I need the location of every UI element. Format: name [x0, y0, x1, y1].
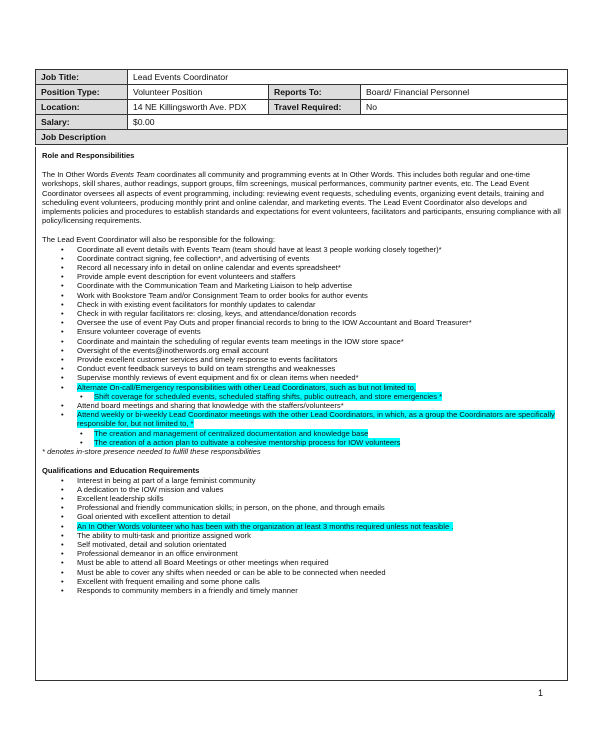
responsibility-item: • Check in with existing event facilitators for monthly updates to calendar: [42, 300, 562, 309]
travel-required-value: No: [361, 100, 568, 115]
responsibility-item: • Record all necessary info in detail on online calendar and events spreadsheet*: [42, 263, 562, 272]
qualification-item: • Must be able to attend all Board Meetings or other meetings when required: [42, 558, 562, 567]
responsibility-subitem-highlighted: [42, 429, 562, 438]
responsibility-item: • Coordinate and maintain the scheduling of regular events team meetings in the IOW store space*: [42, 337, 562, 346]
location-value: 14 NE Killingsworth Ave. PDX: [128, 100, 269, 115]
job-header-table: [35, 69, 568, 145]
job-title-row: [36, 70, 568, 85]
salary-row: [36, 115, 568, 130]
qualification-item-highlighted: [42, 522, 562, 531]
qualification-item: • A dedication to the IOW mission and values: [42, 485, 562, 494]
location-label: Location:: [36, 100, 128, 115]
qualification-item: • Professional demeanor in an office environment: [42, 549, 562, 558]
roles-intro-paragraph: [42, 170, 562, 225]
qualification-item: • Goal oriented with excellent attention to detail: [42, 512, 562, 521]
documentation-text: The creation and management of centralized documentation and knowledge base: [94, 428, 369, 438]
job-description-row: [36, 130, 568, 145]
page-number: 1: [538, 688, 544, 698]
qualifications-heading: Qualifications and Education Requirements: [42, 466, 200, 476]
qualification-item: • Must be able to cover any shifts when needed or can be able to be connected when needed: [42, 568, 562, 577]
responsibility-item: • Coordinate all event details with Events Team (team should have at least 3 people working closely together)*: [42, 245, 562, 254]
responsibility-item: • Attend board meetings and sharing that knowledge with the staffers/volunteers*: [42, 401, 562, 410]
responsibility-item: • Oversight of the events@inotherwords.org email account: [42, 346, 562, 355]
responsibility-subitem-highlighted: [42, 392, 562, 401]
qualification-item: • Responds to community members in a friendly and timely manner: [42, 586, 562, 595]
responsibility-item: • Ensure volunteer coverage of events: [42, 327, 562, 336]
responsibility-item: • Coordinate contract signing, fee collection*, and advertising of events: [42, 254, 562, 263]
position-type-row: [36, 85, 568, 100]
mentorship-text: The creation of a action plan to cultivate a cohesive mentorship process for IOW volunteers: [94, 437, 401, 447]
reports-to-value: Board/ Financial Personnel: [361, 85, 568, 100]
salary-value: $0.00: [128, 115, 568, 130]
salary-label: Salary:: [36, 115, 128, 130]
volunteer-requirement-text: An In Other Words volunteer who has been with the organization at least 3 months required unless not feasible .: [77, 521, 454, 531]
qualification-item: • Professional and friendly communication skills; in person, on the phone, and through emails: [42, 503, 562, 512]
roles-heading: Role and Responsibilities: [42, 151, 135, 160]
responsibility-item-highlighted: [42, 383, 562, 392]
position-type-label: Position Type:: [36, 85, 128, 100]
job-title-label: Job Title:: [36, 70, 128, 85]
position-type-value: Volunteer Position: [128, 85, 269, 100]
shift-coverage-text: Shift coverage for scheduled events, scheduled staffing shifts, public outreach, and store emergencies *: [94, 391, 443, 401]
roles-lead-in: The Lead Event Coordinator will also be responsible for the following:: [42, 235, 276, 245]
responsibilities-list: [42, 245, 562, 447]
job-description-heading: Job Description: [36, 130, 568, 145]
on-call-text: Alternate On-call/Emergency responsibilities with other Lead Coordinators, such as but not limited to,: [77, 382, 416, 392]
responsibility-item: • Provide excellent customer services and timely response to events facilitators: [42, 355, 562, 364]
qualification-item: • The ability to multi-task and prioritize assigned work: [42, 531, 562, 540]
job-description-content: [42, 151, 562, 595]
in-store-note: * denotes in-store presence needed to fulfill these responsibilities: [42, 447, 261, 457]
coordinator-meetings-text: Attend weekly or bi-weekly Lead Coordinator meetings with the other Lead Coordinators, in which, as a group the Coordinators are specifically responsible for, but not limited to, *: [77, 410, 555, 429]
responsibility-item: • Provide ample event description for event volunteers and staffers: [42, 272, 562, 281]
responsibility-item: • Oversee the use of event Pay Outs and proper financial records to bring to the IOW Accountant and Board Treasurer*: [42, 318, 562, 327]
responsibility-item: • Work with Bookstore Team and/or Consignment Team to order books for author events: [42, 291, 562, 300]
travel-required-label: Travel Required:: [269, 100, 361, 115]
intro-events-team: Events Team: [110, 170, 155, 180]
qualifications-list: [42, 476, 562, 596]
intro-text-rest: coordinates all community and programming events at In Other Words. This includes both regular and one-time workshops, skill shares, author readings, support groups, film screenings, musical performances, community partner events, etc. The Lead Event Coordinator oversees all aspects of event programming, including: reviewing event requests, scheduling events, organizing event details, training and scheduling event volunteers, producing monthly print and online calendar, and marketing events. The Lead Event Coordinator also develops and implements policies and procedures to establish standards and expectations for event volunteers, facilitators and participants, ensuring compliance with all policy/licensing requirements.: [42, 170, 561, 226]
qualification-item: • Self motivated, detail and solution orientated: [42, 540, 562, 549]
reports-to-label: Reports To:: [269, 85, 361, 100]
job-title-value: Lead Events Coordinator: [128, 70, 568, 85]
qualification-item: • Interest in being at part of a large feminist community: [42, 476, 562, 485]
responsibility-subitem-highlighted: [42, 438, 562, 447]
responsibility-item: • Conduct event feedback surveys to build on team strengths and weaknesses: [42, 364, 562, 373]
responsibility-item: • Check in with regular facilitators re: closing, keys, and attendance/donation records: [42, 309, 562, 318]
qualification-item: • Excellent with frequent emailing and some phone calls: [42, 577, 562, 586]
intro-text-start: The In Other Words: [42, 170, 111, 180]
responsibility-item-highlighted: [42, 410, 562, 428]
responsibility-item: • Supervise monthly reviews of event equipment and fix or clean items when needed*: [42, 373, 562, 382]
responsibility-item: • Coordinate with the Communication Team and Marketing Liaison to help advertise: [42, 281, 562, 290]
qualification-item: • Excellent leadership skills: [42, 494, 562, 503]
location-row: [36, 100, 568, 115]
